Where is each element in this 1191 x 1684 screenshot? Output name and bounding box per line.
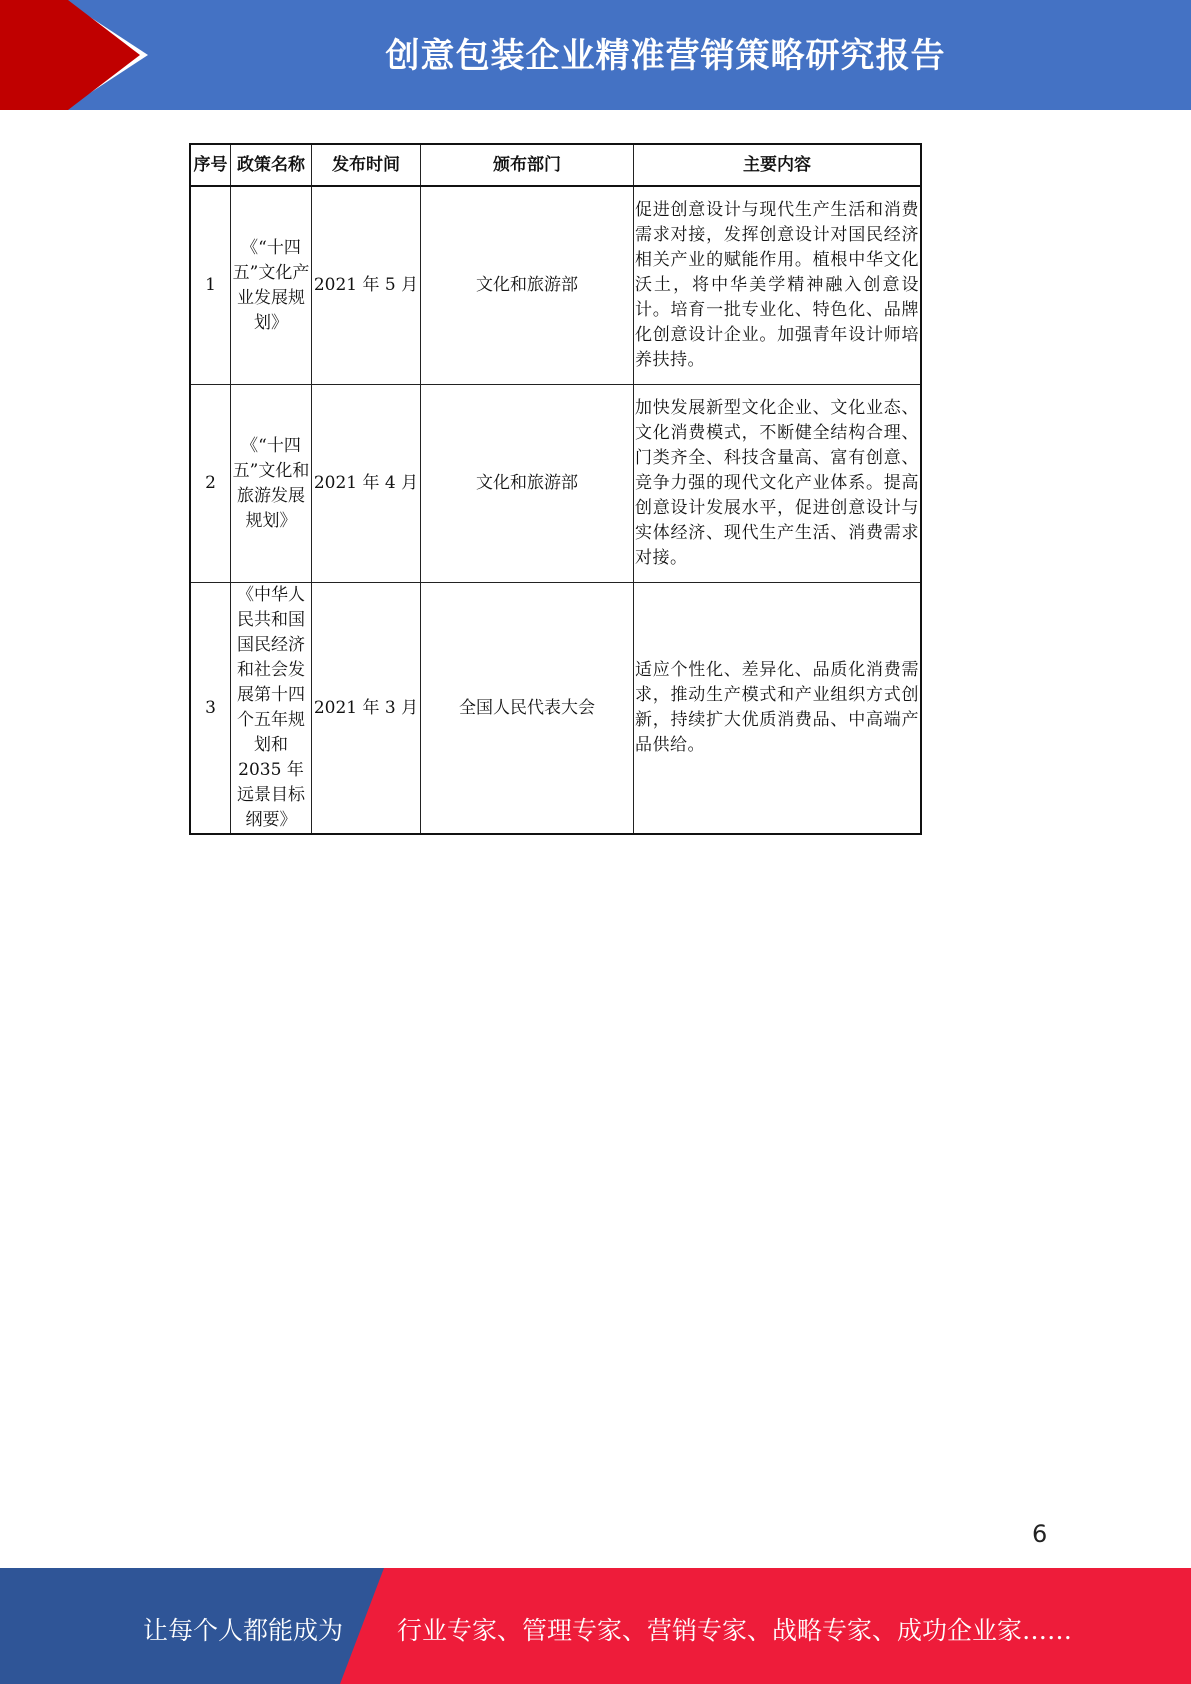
cell-name: 《“十四五”文化产业发展规划》 (231, 186, 312, 385)
column-header-dept: 颁布部门 (421, 144, 634, 186)
cell-name: 《“十四五”文化和旅游发展规划》 (231, 385, 312, 583)
column-header-content: 主要内容 (634, 144, 922, 186)
table-header-row (190, 144, 921, 186)
cell-dept: 文化和旅游部 (421, 186, 634, 385)
cell-dept: 全国人民代表大会 (421, 583, 634, 835)
cell-date: 2021 年 4 月 (312, 385, 421, 583)
footer-band (0, 1568, 1191, 1684)
table-row (190, 385, 921, 583)
cell-content: 加快发展新型文化企业、文化业态、文化消费模式，不断健全结构合理、门类齐全、科技含量高、富有创意、竞争力强的现代文化产业体系。提高创意设计发展水平，促进创意设计与实体经济、现代生产生活、消费需求对接。 (634, 385, 922, 583)
cell-content: 适应个性化、差异化、品质化消费需求，推动生产模式和产业组织方式创新，持续扩大优质消费品、中高端产品供给。 (634, 583, 922, 835)
header-band (0, 0, 1191, 110)
policy-table-container (189, 143, 922, 835)
policy-table (189, 143, 922, 835)
cell-content: 促进创意设计与现代生产生活和消费需求对接，发挥创意设计对国民经济相关产业的赋能作用。植根中华文化沃土，将中华美学精神融入创意设计。培育一批专业化、特色化、品牌化创意设计企业。加强青年设计师培养扶持。 (634, 186, 922, 385)
table-row (190, 186, 921, 385)
table-row (190, 583, 921, 835)
cell-date: 2021 年 3 月 (312, 583, 421, 835)
cell-name: 《中华人民共和国国民经济和社会发展第十四个五年规划和 2035 年远景目标纲要》 (231, 583, 312, 835)
cell-date: 2021 年 5 月 (312, 186, 421, 385)
footer-slogan-right: 行业专家、管理专家、营销专家、战略专家、成功企业家…… (397, 1616, 1073, 1645)
column-header-no: 序号 (190, 144, 231, 186)
chevron-decoration (0, 0, 160, 110)
footer-slogan-left: 让每个人都能成为 (143, 1616, 344, 1645)
column-header-date: 发布时间 (312, 144, 421, 186)
cell-no: 1 (190, 186, 231, 385)
column-header-name: 政策名称 (231, 144, 312, 186)
page-number: 6 (1032, 1520, 1048, 1548)
document-title: 创意包装企业精准营销策略研究报告 (385, 36, 946, 76)
cell-no: 2 (190, 385, 231, 583)
cell-dept: 文化和旅游部 (421, 385, 634, 583)
cell-no: 3 (190, 583, 231, 835)
